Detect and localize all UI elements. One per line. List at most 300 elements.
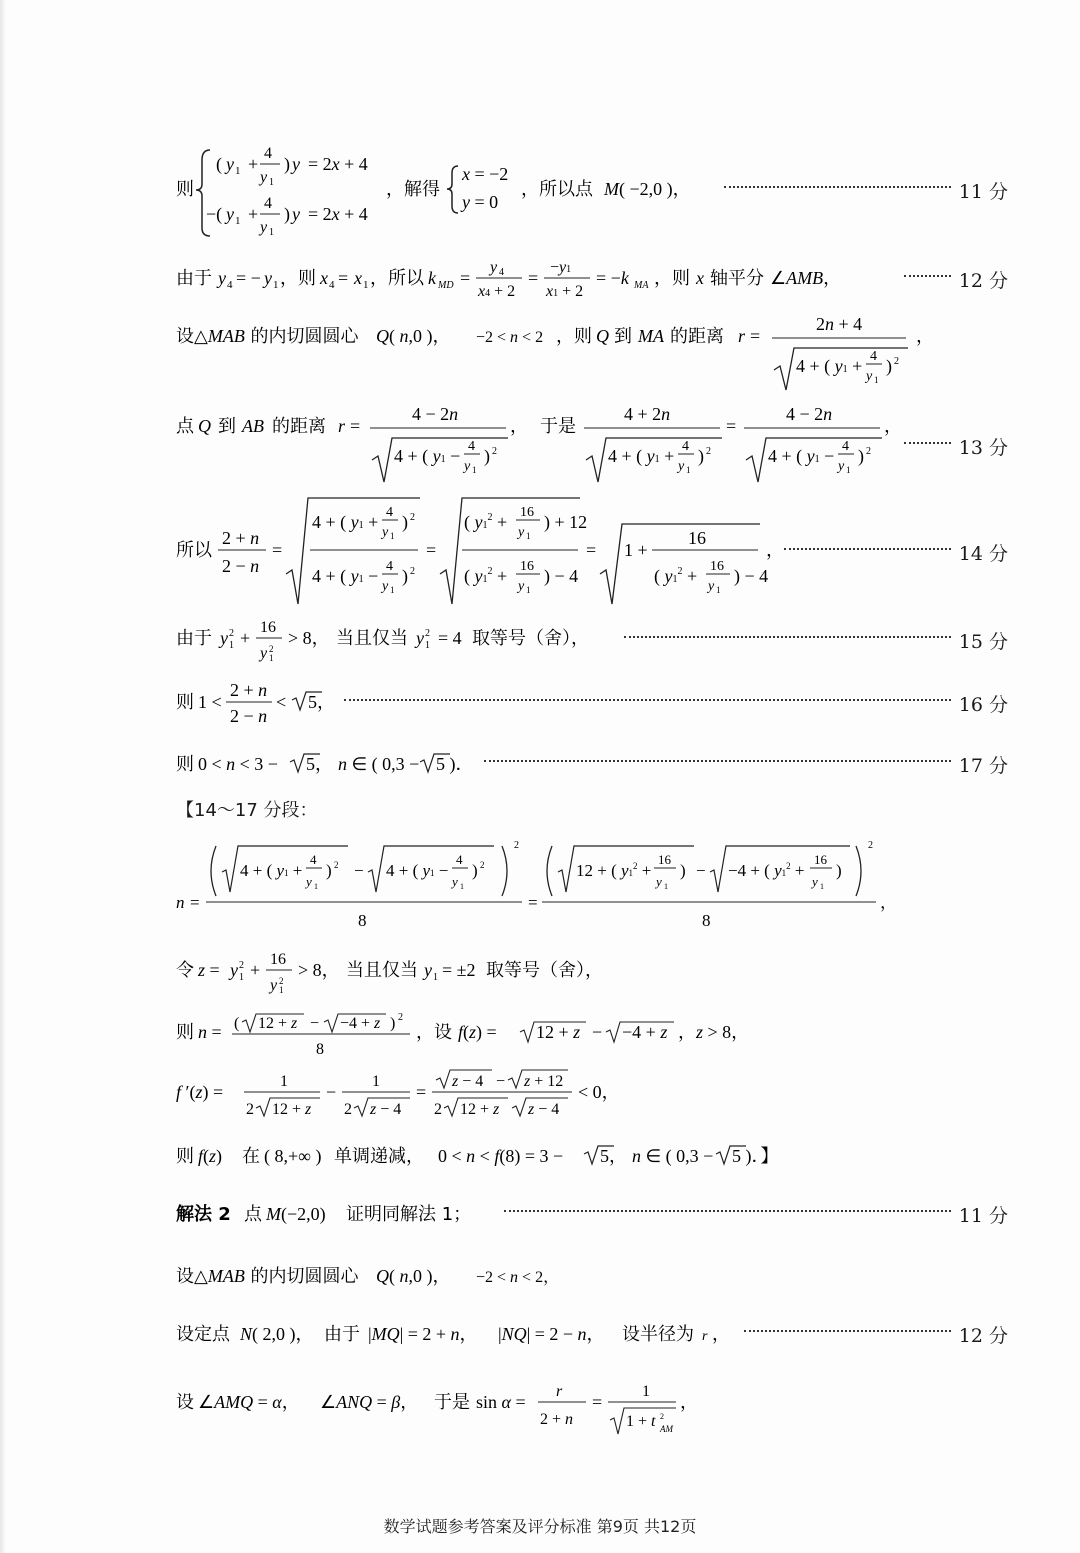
svg-text:0 < n < f(8) = 3 −: 0 < n < f(8) = 3 −: [438, 1146, 564, 1166]
svg-text:则: 则: [176, 754, 194, 775]
svg-text:y: y: [416, 628, 424, 648]
svg-text:) + 12: ) + 12: [544, 512, 588, 532]
svg-text:，: ，: [510, 416, 528, 436]
svg-text:MD: MD: [438, 280, 454, 291]
svg-text:−4 + ( y12 +: −4 + ( $y1^2$ +: [728, 861, 805, 880]
svg-text:2: 2: [410, 512, 415, 523]
svg-text:r: r: [556, 1383, 563, 1400]
segment-heading: 【14～17 分段：: [176, 800, 318, 821]
svg-text:在: 在: [242, 1146, 260, 1167]
line-7-math: [176, 676, 336, 730]
svg-text:4: 4: [682, 439, 689, 454]
svg-text:，: ，: [884, 416, 902, 436]
svg-text:，则: ，则: [280, 268, 316, 289]
svg-text:−: −: [592, 1022, 603, 1042]
score-11b: 11 分: [958, 1204, 1008, 1227]
svg-text:=: =: [528, 893, 538, 912]
svg-text:设△MAB 的内切圆圆心: 设△MAB 的内切圆圆心: [176, 1266, 359, 1287]
svg-text:由于: 由于: [176, 268, 212, 289]
svg-text:1: 1: [460, 882, 464, 891]
svg-text:单调递减，: 单调递减，: [334, 1146, 424, 1167]
svg-text:2: 2: [866, 446, 871, 457]
svg-text:解法 2: 解法 2: [176, 1204, 231, 1225]
line-13: [176, 1066, 1008, 1124]
line-8-math: [176, 746, 476, 782]
svg-text:= 2x + 4: = 2x + 4: [308, 154, 368, 174]
svg-text:M(−2,0): M(−2,0): [266, 1204, 326, 1224]
line-1-math: [176, 140, 716, 240]
svg-text:，: ，: [680, 1392, 698, 1412]
svg-text:1: 1: [390, 531, 395, 541]
svg-text:1: 1: [472, 465, 477, 475]
page-footer: 数学试题参考答案及评分标准 第9页 共12页: [383, 1517, 697, 1536]
svg-text:+: +: [248, 154, 259, 174]
svg-text:2: 2: [868, 840, 873, 851]
svg-text:12 + z: 12 + z: [460, 1101, 500, 1118]
svg-text:): ): [858, 446, 864, 466]
svg-text:5 )．: 5 )．: [436, 754, 474, 774]
svg-text:y: y: [452, 874, 458, 889]
svg-text:1: 1: [269, 227, 274, 238]
svg-text:=: =: [338, 268, 349, 288]
svg-text:2: 2: [894, 356, 899, 367]
svg-text:则: 则: [176, 1022, 194, 1043]
svg-text:8: 8: [316, 1041, 324, 1058]
svg-text:y: y: [218, 268, 226, 288]
svg-text:，: ，: [712, 1324, 730, 1344]
svg-text:于是: 于是: [540, 416, 576, 437]
svg-text:= 2x + 4: = 2x + 4: [308, 204, 368, 224]
svg-text:1: 1: [229, 640, 234, 651]
svg-text:f(z) =: f(z) =: [458, 1022, 497, 1042]
svg-text:1: 1: [363, 279, 369, 291]
svg-text:y: y: [838, 459, 845, 474]
line-18-math: [176, 1376, 716, 1440]
svg-text:16: 16: [814, 852, 827, 867]
svg-text:z =: z =: [198, 960, 220, 980]
svg-text:2: 2: [492, 446, 497, 457]
svg-text:r: r: [702, 1329, 708, 1344]
svg-text:0 < n < 3 −: 0 < n < 3 −: [198, 754, 278, 774]
svg-text:2 − n: 2 − n: [222, 556, 260, 576]
score-12: 12 分: [958, 269, 1008, 292]
svg-text:的距离: 的距离: [272, 416, 326, 437]
svg-text:Q: Q: [596, 326, 609, 346]
svg-text:4: 4: [227, 279, 233, 291]
svg-text:y: y: [230, 960, 238, 980]
line-18: [176, 1376, 1008, 1440]
svg-text:N( 2,0 )，: N( 2,0 )，: [240, 1324, 314, 1344]
svg-text:y: y: [656, 874, 662, 889]
svg-text:y: y: [518, 525, 525, 540]
svg-text:4 + ( y1 −: 4 + ( y1 −: [394, 446, 461, 466]
svg-text:= −k: = −k: [596, 268, 629, 288]
svg-text:y: y: [292, 154, 300, 174]
svg-text:1: 1: [526, 585, 531, 595]
svg-text:x: x: [696, 268, 704, 288]
svg-text:−(: −(: [206, 204, 223, 224]
svg-text:4 + ( y1 +: 4 + ( y1 +: [312, 512, 379, 532]
svg-text:4 + ( y1 −: 4 + ( y1 −: [312, 566, 379, 586]
svg-text:−: −: [326, 1082, 337, 1102]
line-8: [176, 746, 1008, 782]
svg-text:12 + z: 12 + z: [536, 1022, 581, 1042]
svg-text:令: 令: [176, 960, 194, 981]
svg-text:的距离: 的距离: [670, 326, 724, 347]
svg-text:设定点: 设定点: [176, 1324, 230, 1345]
line-6: [176, 614, 1008, 666]
svg-text:，: ，: [880, 893, 897, 912]
svg-text:= −: = −: [236, 268, 261, 288]
svg-text:，则: ，则: [654, 268, 690, 289]
svg-text:): ): [390, 1015, 396, 1032]
score-13: 13 分: [958, 436, 1008, 459]
svg-text:): ): [326, 861, 332, 880]
svg-text:4: 4: [499, 267, 504, 278]
score-15: 15 分: [958, 630, 1008, 653]
svg-text:z − 4: z − 4: [528, 1101, 560, 1118]
svg-text:2: 2: [229, 628, 234, 639]
svg-text:1: 1: [239, 972, 244, 983]
svg-text:( y12 +: ( $y1^2$ +: [464, 512, 508, 532]
svg-text:16: 16: [658, 852, 671, 867]
svg-text:y: y: [306, 874, 312, 889]
svg-text:2 + n: 2 + n: [230, 680, 268, 700]
line-15-math: [176, 1196, 496, 1232]
svg-text:y: y: [260, 645, 268, 662]
svg-text:y: y: [292, 204, 300, 224]
svg-text:y: y: [866, 369, 873, 384]
svg-text:=: =: [528, 268, 539, 288]
svg-text:，: ，: [916, 326, 934, 346]
svg-text:设△MAB 的内切圆圆心: 设△MAB 的内切圆圆心: [176, 326, 359, 347]
svg-text:1: 1: [716, 585, 721, 595]
svg-text:−4 + z: −4 + z: [340, 1015, 381, 1032]
svg-text:所以: 所以: [176, 540, 212, 561]
svg-text:): ): [284, 204, 290, 224]
svg-text:f(z): f(z): [198, 1146, 223, 1166]
svg-text:轴平分: 轴平分: [710, 268, 764, 289]
svg-text:y: y: [382, 579, 389, 594]
svg-text:|MQ| = 2 + n，: |MQ| = 2 + n，: [368, 1324, 478, 1344]
svg-text:当且仅当: 当且仅当: [346, 960, 418, 981]
svg-text:=: =: [750, 326, 761, 346]
svg-text:1: 1: [433, 972, 438, 983]
line-6-math: [176, 614, 616, 666]
svg-text:(: (: [234, 1015, 240, 1032]
svg-text:+: +: [250, 960, 261, 980]
svg-text:证明同解法 1；: 证明同解法 1；: [346, 1204, 472, 1225]
svg-text:y: y: [220, 628, 228, 648]
svg-text:(: (: [216, 154, 222, 174]
line-17-math: [176, 1316, 736, 1352]
svg-text:): ): [680, 861, 686, 880]
svg-text:∠ANQ = β，: ∠ANQ = β，: [320, 1392, 419, 1412]
svg-text:点: 点: [244, 1204, 262, 1225]
svg-text:=: =: [272, 540, 283, 560]
svg-text:8: 8: [702, 911, 711, 930]
svg-text:4 + ( y1 +: 4 + ( y1 +: [608, 446, 675, 466]
svg-text:x = −2: x = −2: [462, 164, 509, 184]
svg-text:2: 2: [269, 644, 274, 654]
svg-text:Q: Q: [198, 416, 211, 436]
svg-text:y: y: [424, 960, 432, 980]
svg-text:1: 1: [642, 1383, 650, 1400]
svg-text:): ): [402, 512, 408, 532]
svg-text:取等号（舍），: 取等号（舍），: [472, 628, 589, 649]
leader-dots: [344, 699, 951, 701]
leader-dots: [744, 1330, 951, 1332]
svg-text:k: k: [428, 268, 436, 288]
svg-text:2 − n: 2 − n: [230, 706, 268, 726]
svg-text:1: 1: [235, 165, 241, 177]
svg-text:−4 + z: −4 + z: [622, 1022, 668, 1042]
svg-text:16: 16: [520, 559, 534, 574]
line-3-math: [176, 314, 936, 400]
svg-text:=: =: [726, 416, 737, 436]
svg-text:=: =: [350, 416, 361, 436]
svg-text:−: −: [496, 1073, 506, 1090]
svg-text:1: 1: [664, 882, 668, 891]
line-2: [176, 252, 1008, 306]
svg-text:r: r: [738, 326, 746, 346]
svg-text:1 <: 1 <: [198, 692, 222, 712]
svg-text:AM: AM: [660, 1424, 673, 1434]
svg-text:y = 0: y = 0: [462, 192, 499, 212]
svg-text:∠AMQ = α，: ∠AMQ = α，: [198, 1392, 300, 1412]
svg-text:) − 4: ) − 4: [544, 566, 579, 586]
svg-text:1: 1: [280, 1073, 288, 1090]
line-3: [176, 314, 1008, 400]
svg-text:1: 1: [686, 465, 691, 475]
svg-text:z − 4: z − 4: [452, 1073, 484, 1090]
svg-text:M( −2,0 )，: M( −2,0 )，: [604, 179, 691, 199]
svg-text:y: y: [226, 204, 234, 224]
svg-text:12 + z: 12 + z: [258, 1015, 298, 1032]
svg-text:> 8，: > 8，: [298, 960, 340, 980]
svg-text:y: y: [226, 154, 234, 174]
score-14: 14 分: [958, 542, 1008, 565]
svg-text:则: 则: [176, 692, 194, 713]
svg-text:1: 1: [874, 375, 879, 385]
svg-text:−: −: [354, 861, 364, 880]
svg-text:16: 16: [688, 528, 706, 548]
svg-text:y: y: [812, 874, 818, 889]
line-4-math: [176, 400, 902, 492]
svg-text:4: 4: [386, 559, 393, 574]
svg-text:4 + 2n: 4 + 2n: [624, 404, 671, 424]
svg-text:4 + ( y1 +: 4 + ( y1 +: [240, 861, 303, 880]
svg-text:5，: 5，: [600, 1146, 627, 1166]
svg-text:16: 16: [520, 505, 534, 520]
svg-text:MA: MA: [634, 280, 649, 291]
svg-text:y: y: [464, 459, 471, 474]
svg-text:sin α =: sin α =: [476, 1392, 526, 1412]
svg-text:=: =: [426, 540, 437, 560]
line-12-math: [176, 1008, 776, 1064]
svg-text:1: 1: [314, 882, 318, 891]
svg-text:2: 2: [410, 566, 415, 577]
svg-text:2: 2: [425, 628, 430, 639]
svg-text:x4 + 2: x4 + 2: [478, 283, 516, 300]
svg-text:−2 < n < 2: −2 < n < 2: [476, 329, 544, 346]
svg-text:2: 2: [279, 976, 284, 986]
svg-text:n =: n =: [198, 1022, 222, 1042]
svg-text:z − 4: z − 4: [370, 1101, 402, 1118]
line-7: [176, 676, 1008, 730]
svg-text:< 0，: < 0，: [578, 1082, 620, 1102]
svg-text:Q( n,0 )，: Q( n,0 )，: [376, 326, 451, 346]
svg-text:1 + t: 1 + t: [626, 1413, 656, 1430]
svg-text:4: 4: [842, 439, 849, 454]
svg-text:4: 4: [456, 852, 463, 867]
svg-text:点: 点: [176, 416, 194, 437]
svg-text:2: 2: [434, 1101, 442, 1118]
line-4: [176, 400, 1008, 492]
svg-text:−y1: −y1: [550, 259, 572, 276]
svg-text:，设: ，设: [416, 1022, 452, 1043]
svg-text:4: 4: [329, 279, 335, 291]
svg-text:1: 1: [273, 279, 279, 291]
svg-text:，所以: ，所以: [370, 268, 424, 289]
svg-text:): ): [836, 861, 842, 880]
svg-text:( y12 +: ( $y1^2$ +: [464, 566, 508, 586]
line-13-math: [176, 1066, 636, 1124]
svg-text:则: 则: [176, 179, 194, 200]
svg-text:): ): [472, 861, 478, 880]
svg-text:，z > 8，: ，z > 8，: [678, 1022, 750, 1042]
svg-text:): ): [484, 446, 490, 466]
svg-text:= ±2: = ±2: [442, 960, 476, 980]
svg-text:，: ，: [766, 540, 784, 560]
svg-text:5，: 5，: [306, 754, 333, 774]
svg-text:Q( n,0 )，: Q( n,0 )，: [376, 1266, 451, 1286]
svg-text:|NQ| = 2 − n，: |NQ| = 2 − n，: [498, 1324, 605, 1344]
svg-text:+: +: [248, 204, 259, 224]
leader-dots: [484, 760, 951, 762]
svg-text:，解得: ，解得: [386, 179, 440, 200]
svg-text:16: 16: [710, 559, 724, 574]
svg-text:) − 4: ) − 4: [734, 566, 769, 586]
svg-text:y: y: [708, 579, 715, 594]
svg-text:y: y: [264, 268, 272, 288]
line-1: [176, 140, 1008, 240]
svg-text:y: y: [490, 259, 498, 276]
svg-text:n ∈ ( 0,3 −: n ∈ ( 0,3 −: [632, 1146, 714, 1166]
svg-text:2 + n: 2 + n: [540, 1411, 574, 1428]
svg-text:到: 到: [218, 416, 236, 437]
line-17: [176, 1316, 1008, 1352]
svg-text:4 + ( y1 −: 4 + ( y1 −: [768, 446, 835, 466]
line-14: [176, 1138, 1008, 1174]
svg-text:=: =: [592, 1392, 603, 1412]
line-11: [176, 946, 1008, 1002]
svg-text:4: 4: [264, 195, 272, 212]
line-16-math: [176, 1258, 596, 1294]
svg-text:n ∈ ( 0,3 −: n ∈ ( 0,3 −: [338, 754, 420, 774]
svg-text:12 + ( y12 +: 12 + ( $y1^2$ +: [576, 861, 652, 880]
svg-text:( 8,+∞ ): ( 8,+∞ ): [264, 1146, 322, 1166]
line-2-math: [176, 252, 896, 306]
svg-text:y: y: [270, 977, 278, 994]
svg-text:8: 8: [358, 911, 367, 930]
svg-text:1: 1: [269, 653, 274, 663]
svg-text:1: 1: [390, 585, 395, 595]
svg-text:y: y: [678, 459, 685, 474]
svg-text:16: 16: [260, 619, 276, 636]
svg-text:1: 1: [279, 985, 284, 995]
svg-text:2: 2: [334, 860, 339, 870]
svg-text:1: 1: [526, 531, 531, 541]
svg-text:到: 到: [614, 326, 632, 347]
svg-text:设: 设: [176, 1392, 194, 1413]
svg-text:−: −: [696, 861, 706, 880]
svg-text:−: −: [310, 1015, 320, 1032]
svg-text:2n + 4: 2n + 4: [816, 314, 863, 334]
svg-text:y: y: [260, 219, 268, 236]
line-10-math: [176, 836, 896, 934]
svg-text:当且仅当: 当且仅当: [336, 628, 408, 649]
svg-text:−2 < n < 2，: −2 < n < 2，: [476, 1269, 560, 1286]
svg-text:=: =: [586, 540, 597, 560]
line-16: [176, 1258, 1008, 1294]
leader-dots: [904, 275, 951, 277]
svg-text:x: x: [320, 268, 328, 288]
svg-text:1: 1: [820, 882, 824, 891]
svg-text:5，: 5，: [308, 692, 335, 712]
svg-text:4: 4: [264, 145, 272, 162]
svg-text:x1 + 2: x1 + 2: [546, 283, 584, 300]
svg-text:> 8，: > 8，: [288, 628, 330, 648]
svg-text:z + 12: z + 12: [524, 1073, 564, 1090]
svg-text:1: 1: [235, 215, 241, 227]
score-17: 17 分: [958, 754, 1008, 777]
svg-text:2: 2: [344, 1101, 352, 1118]
svg-text:MA: MA: [638, 326, 664, 346]
svg-text:): ): [402, 566, 408, 586]
svg-text:y: y: [382, 525, 389, 540]
svg-text:4: 4: [386, 505, 393, 520]
svg-text:f ′(z) =: f ′(z) =: [176, 1082, 224, 1102]
svg-text:): ): [698, 446, 704, 466]
svg-text:4: 4: [468, 439, 475, 454]
svg-text:1: 1: [425, 640, 430, 651]
svg-text:于是: 于是: [434, 1392, 470, 1413]
svg-text:2: 2: [660, 1412, 664, 1421]
line-5-math: [176, 494, 784, 610]
leader-dots: [904, 442, 951, 444]
svg-text:1: 1: [846, 465, 851, 475]
svg-text:4 + ( y1 +: 4 + ( y1 +: [796, 356, 863, 376]
svg-text:x: x: [354, 268, 362, 288]
svg-text:y: y: [518, 579, 525, 594]
svg-text:2: 2: [239, 960, 244, 971]
leader-dots: [724, 186, 951, 188]
score-16: 16 分: [958, 693, 1008, 716]
line-15: [176, 1196, 1008, 1232]
line-10: [176, 836, 1008, 934]
line-9: [176, 794, 1008, 824]
svg-text:，则: ，则: [556, 326, 592, 347]
svg-text:2: 2: [706, 446, 711, 457]
svg-text:1 +: 1 +: [624, 540, 648, 560]
leader-dots: [624, 636, 951, 638]
svg-text:4: 4: [870, 349, 877, 364]
svg-text:设半径为: 设半径为: [622, 1324, 694, 1345]
svg-text:5 )．】: 5 )．】: [732, 1146, 779, 1166]
svg-text:): ): [284, 154, 290, 174]
line-14-math: [176, 1138, 796, 1174]
